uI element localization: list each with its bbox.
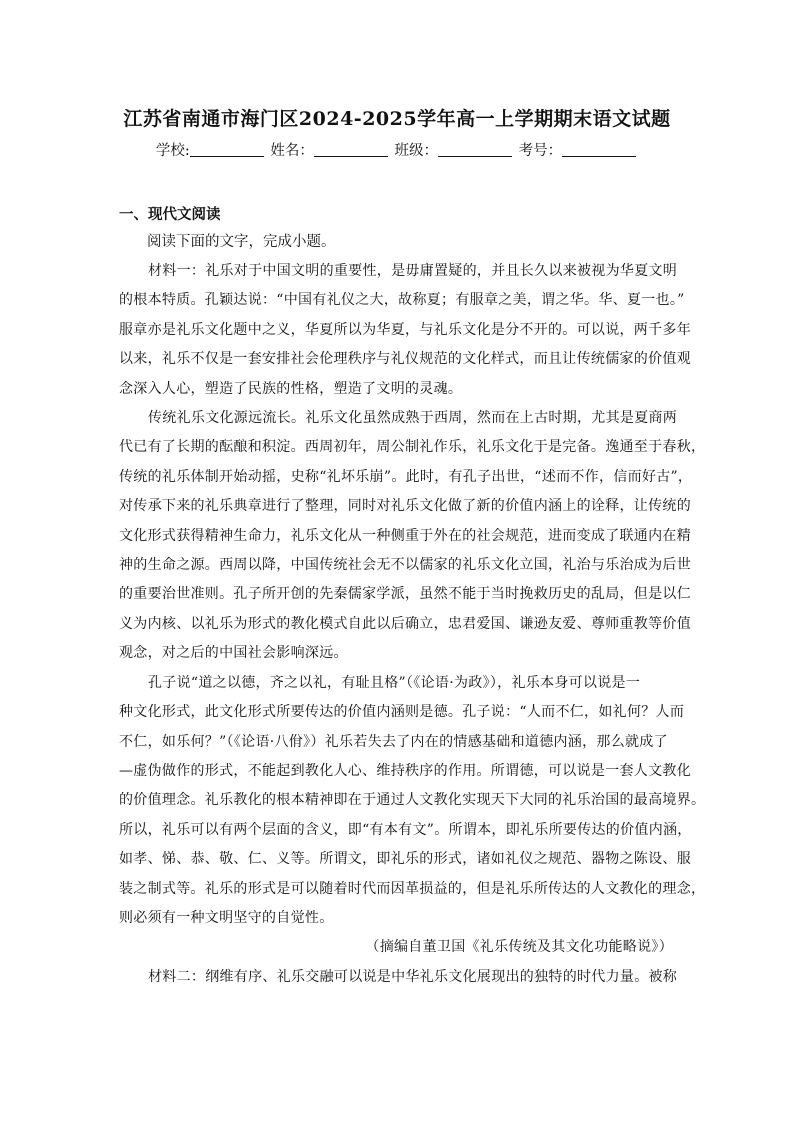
text-line: 代已有了长期的酝酿和积淀。西周初年，周公制礼作乐，礼乐文化于是完备。逸通至于春秋， [119,439,706,456]
text-line: 文化形式获得精神生命力，礼乐文化从一种侧重于外在的社会规范，进而变成了联通内在精 [119,527,691,544]
exam-number-label: 考号： [518,143,563,159]
exam-number-blank[interactable] [562,142,636,157]
text-line: 所以，礼乐可以有两个层面的含义，即“有本有文”。所谓本，即礼乐所要传达的价值内涵， [119,821,692,838]
paragraph-3 [119,669,706,934]
school-blank[interactable] [190,142,264,157]
name-label: 姓名： [270,143,314,159]
text-line: 的根本特质。孔颖达说：“中国有礼仪之大，故称夏；有服章之美，谓之华。华、夏一也。” [119,292,685,309]
text-line: 的重要治世准则。孔子所开创的先秦儒家学派，虽然不能于当时挽救历史的乱局，但是以仁 [119,586,691,603]
paragraph-4 [119,963,678,992]
class-label: 班级： [394,143,438,159]
text-line: 传统礼乐文化源远流长。礼乐文化虽然成熟于西周，然而在上古时期，尤其是夏商两 [148,410,678,427]
text-line: 如孝、悌、恭、敬、仁、义等。所谓文，即礼乐的形式，诸如礼仪之规范、器物之陈设、服 [119,851,691,868]
section-heading: 一、现代文阅读 [119,206,221,223]
text-line: 义为内核、以礼乐为形式的教化模式自此以后确立，忠君爱国、谦逊友爱、尊师重教等价值 [119,615,691,632]
text-line: 装之制式等。礼乐的形式是可以随着时代而因革损益的，但是礼乐所传达的人文教化的理念， [119,880,706,897]
text-line: 种文化形式，此文化形式所要传达的价值内涵则是德。孔子说：“人而不仁，如礼何？人而 [119,704,685,721]
page-title: 江苏省南通市海门区2024-2025学年高一上学期期末语文试题 [123,108,671,130]
student-info-row [0,139,794,160]
text-line: 对传承下来的礼乐典章进行了整理，同时对礼乐文化做了新的价值内涵上的诠释，让传统的 [119,498,691,515]
reading-passage [119,257,706,992]
text-line: 则必须有一种文明坚守的自觉性。 [119,909,334,926]
text-line: 材料一：礼乐对于中国文明的重要性，是毋庸置疑的，并且长久以来被视为华夏文明 [148,263,678,279]
text-line: 观念，对之后的中国社会影响深远。 [119,645,348,662]
section-instruction: 阅读下面的文字，完成小题。 [147,234,336,250]
text-line: 传统的礼乐体制开始动摇，史称“礼坏乐崩”。此时，有孔子出世，“述而不作，信而好古”， [119,468,693,485]
name-blank[interactable] [314,142,388,157]
source-citation: （摘编自董卫国《礼乐传统及其文化功能略说》） [365,939,673,956]
text-line: 材料二：纲维有序、礼乐交融可以说是中华礼乐文化展现出的独特的时代力量。被称 [148,968,678,985]
text-line: 不仁，如乐何？”（《论语·八佾》）礼乐若失去了内在的情感基础和道德内涵，那么就成了 [119,733,668,750]
text-line: —虚伪做作的形式，不能起到教化人心、维持秩序的作用。所谓德，可以说是一套人文教化 [119,762,691,779]
text-line: 的价值理念。礼乐教化的根本精神即在于通过人文教化实现天下大同的礼乐治国的最高境界。 [119,792,706,809]
text-line: 念深入人心，塑造了民族的性格，塑造了文明的灵魂。 [119,380,463,397]
text-line: 服章亦是礼乐文化题中之义，华夏所以为华夏，与礼乐文化是分不开的。可以说，两千多年 [119,321,691,338]
school-label: 学校: [155,143,190,159]
text-line: 神的生命之源。西周以降，中国传统社会无不以儒家的礼乐文化立国，礼治与乐治成为后世 [119,557,691,574]
text-line: 以来，礼乐不仅是一套安排社会伦理秩序与礼仪规范的文化样式，而且让传统儒家的价值观 [119,351,691,368]
class-blank[interactable] [438,142,512,157]
paragraph-1 [119,257,691,404]
paragraph-2 [119,404,706,669]
text-line: 孔子说“道之以德，齐之以礼，有耻且格”（《论语·为政》），礼乐本身可以说是一 [148,674,641,691]
